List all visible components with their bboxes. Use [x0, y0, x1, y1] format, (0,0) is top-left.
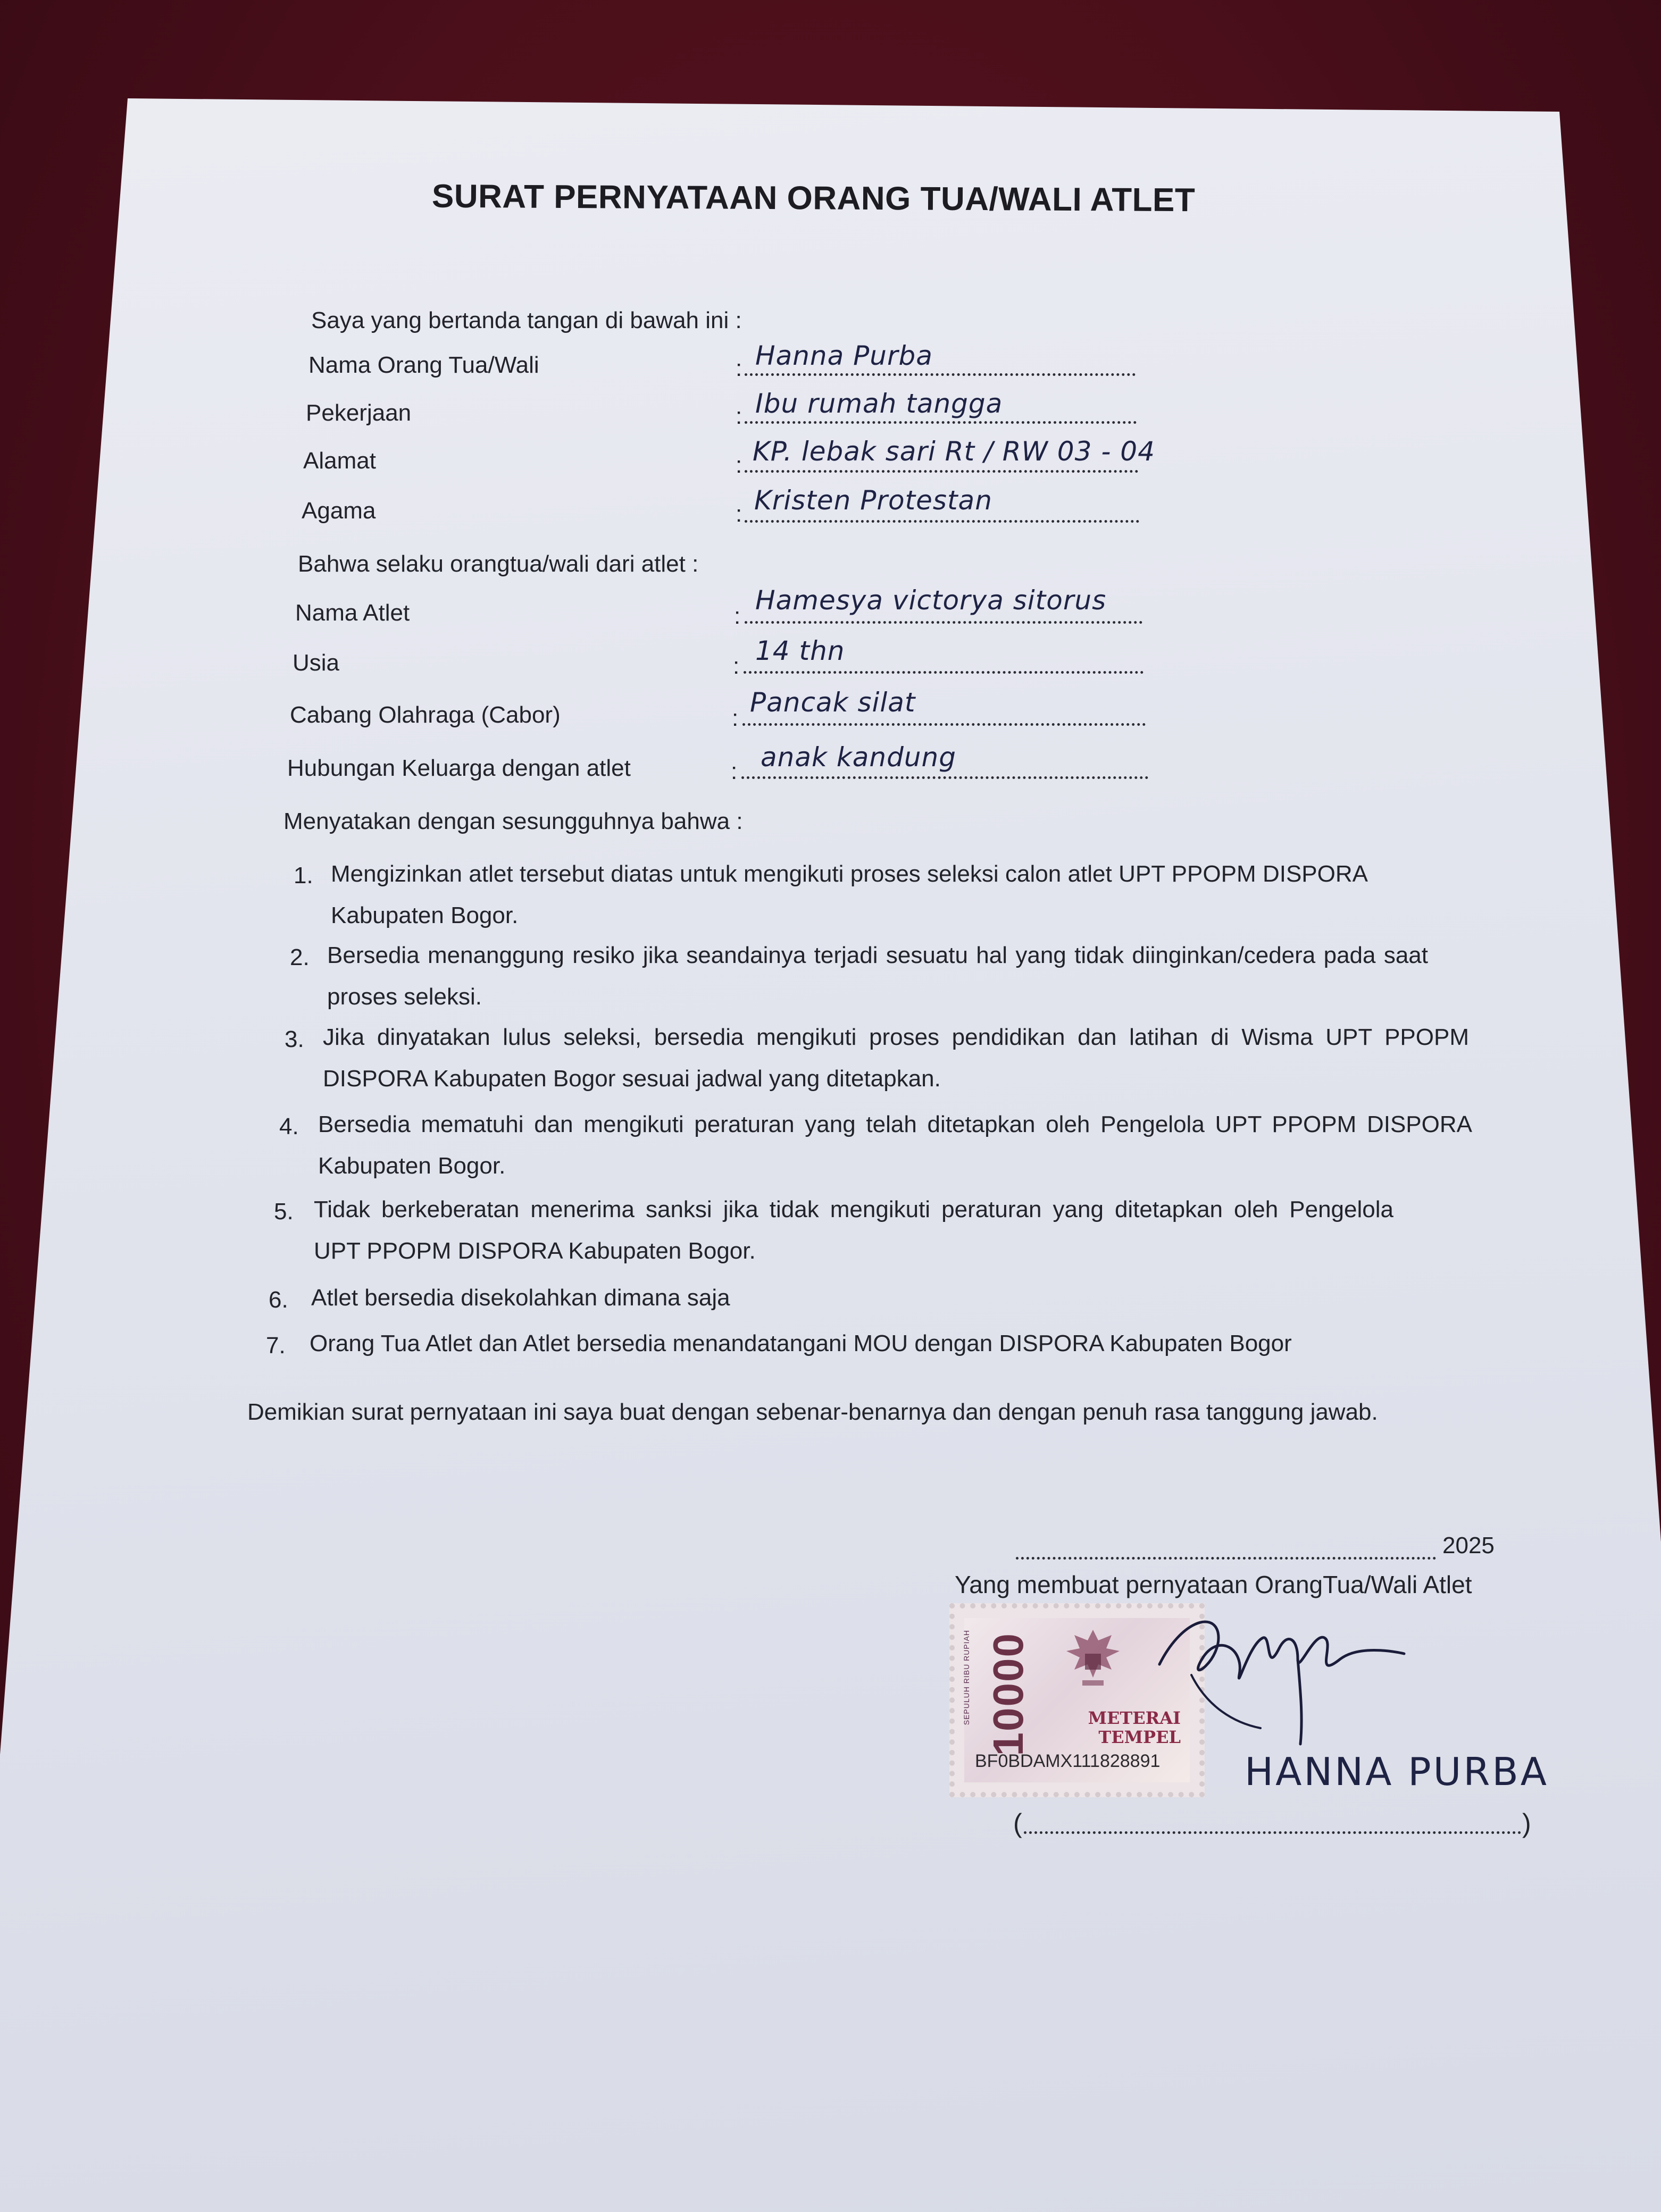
field-dotted-line	[745, 621, 1142, 624]
statement-number: 2.	[290, 944, 310, 970]
signature-printed-name: HANNA PURBA	[1245, 1749, 1549, 1794]
statement-number: 6.	[269, 1287, 288, 1313]
field-label-religion: Agama	[302, 498, 376, 524]
closing-paragraph: Demikian surat pernyataan ini saya buat dengan sebenar-benarnya dan dengan penuh rasa tanggung jawab.	[247, 1399, 1378, 1425]
field-colon: :	[731, 758, 738, 784]
statement-item: Orang Tua Atlet dan Atlet bersedia menandatangani MOU dengan DISPORA Kabupaten Bogor	[310, 1330, 1292, 1356]
field-label-relationship: Hubungan Keluarga dengan atlet	[287, 755, 631, 781]
field-colon: :	[732, 705, 739, 731]
statement-number: 4.	[279, 1113, 299, 1139]
stamp-value: 10000	[984, 1632, 1032, 1756]
athlete-intro-text: Bahwa selaku orangtua/wali dari atlet :	[298, 551, 699, 577]
statement-number: 1.	[294, 862, 313, 889]
field-dotted-line	[745, 470, 1138, 473]
document-title: SURAT PERNYATAAN ORANG TUA/WALI ATLET	[431, 178, 1196, 219]
field-dotted-line	[744, 671, 1143, 674]
field-value-occupation: Ibu rumah tangga	[755, 388, 1003, 419]
statement-item: Tidak berkeberatan menerima sanksi jika tidak mengikuti peraturan yang ditetapkan oleh Pengelola UPT PPOPM DISPORA Kabupaten Bogor.	[314, 1196, 1393, 1264]
signature-scribble-icon	[1138, 1601, 1436, 1755]
field-value-religion: Kristen Protestan	[754, 485, 992, 516]
field-label-occupation: Pekerjaan	[306, 400, 412, 426]
field-dotted-line	[745, 520, 1139, 523]
statement-item: Bersedia mematuhi dan mengikuti peraturan yang telah ditetapkan oleh Pengelola UPT PPOPM DISPORA Kabupaten Bogor.	[318, 1111, 1472, 1179]
statement-item: Bersedia menanggung resiko jika seandainya terjadi sesuatu hal yang tidak diinginkan/cedera pada saat proses seleksi.	[327, 942, 1428, 1010]
field-colon: :	[736, 355, 742, 381]
stamp-side-text: SEPULUH RIBU RUPIAH	[962, 1630, 971, 1725]
garuda-emblem-icon	[1061, 1624, 1125, 1694]
field-value-athlete-name: Hamesya victorya sitorus	[755, 585, 1107, 616]
field-colon: :	[736, 452, 742, 478]
statement-number: 7.	[266, 1333, 286, 1359]
field-value-parent-name: Hanna Purba	[755, 340, 933, 371]
field-value-relationship: anak kandung	[761, 742, 956, 773]
field-colon: :	[736, 403, 742, 429]
date-dotted-line	[1016, 1557, 1436, 1560]
field-dotted-line	[745, 373, 1136, 376]
statement-item: Atlet bersedia disekolahkan dimana saja	[311, 1285, 730, 1311]
stamp-label-line1: METERAI	[1088, 1708, 1181, 1728]
signature-close-paren: )	[1522, 1808, 1531, 1838]
field-dotted-line	[741, 776, 1148, 779]
field-dotted-line	[742, 723, 1146, 726]
stamp-serial: BF0BDAMX111828891	[975, 1751, 1161, 1771]
field-label-athlete-name: Nama Atlet	[295, 600, 410, 626]
statement-item: Jika dinyatakan lulus seleksi, bersedia mengikuti proses pendidikan dan latihan di Wisma UPT PPOPM DISPORA Kabupaten Bogor sesuai jadwal yang ditetapkan.	[323, 1024, 1469, 1092]
field-value-age: 14 thn	[755, 635, 845, 666]
field-colon: :	[736, 501, 742, 527]
field-label-age: Usia	[293, 650, 340, 676]
field-dotted-line	[745, 421, 1137, 424]
signature-dotted-line	[1024, 1831, 1521, 1834]
field-label-parent-name: Nama Orang Tua/Wali	[308, 352, 539, 378]
field-value-sport: Pancak silat	[750, 687, 916, 718]
signature-open-paren: (	[1013, 1808, 1022, 1838]
stamp-label-line2: TEMPEL	[1098, 1727, 1181, 1747]
statement-item: Mengizinkan atlet tersebut diatas untuk mengikuti proses seleksi calon atlet UPT PPOPM DISPORA Kabupaten Bogor.	[331, 861, 1368, 928]
field-label-sport: Cabang Olahraga (Cabor)	[290, 702, 561, 728]
field-label-address: Alamat	[303, 448, 376, 474]
signature-caption: Yang membuat pernyataan OrangTua/Wali Atlet	[955, 1571, 1472, 1598]
field-colon: :	[733, 653, 740, 679]
statement-number: 5.	[274, 1199, 294, 1225]
intro-text: Saya yang bertanda tangan di bawah ini :	[311, 307, 742, 333]
signature-year: 2025	[1442, 1532, 1495, 1559]
field-colon: :	[734, 603, 741, 629]
statement-number: 3.	[285, 1026, 304, 1052]
statement-intro-text: Menyatakan dengan sesungguhnya bahwa :	[283, 808, 743, 834]
field-value-address: KP. lebak sari Rt / RW 03 - 04	[753, 436, 1155, 467]
